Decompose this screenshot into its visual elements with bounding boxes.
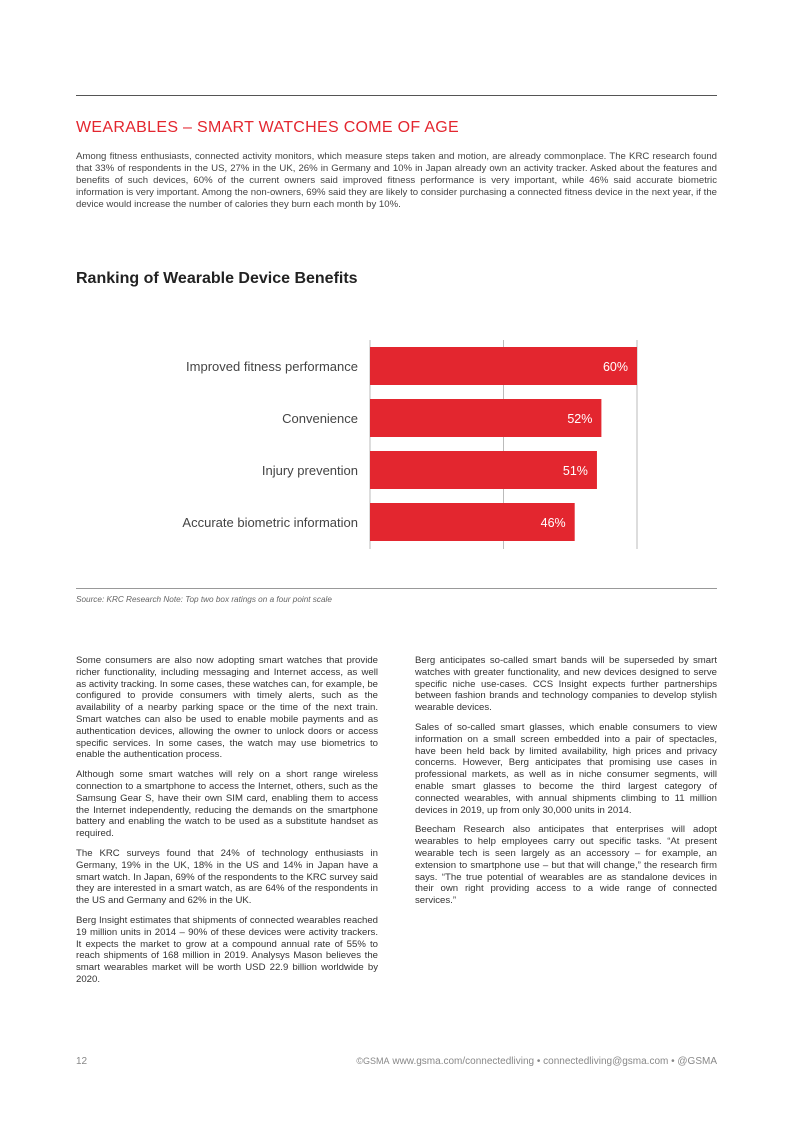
category-label: Convenience	[282, 411, 358, 426]
chart-title: Ranking of Wearable Device Benefits	[76, 270, 358, 287]
left-text-column	[76, 655, 378, 994]
category-label: Injury prevention	[261, 463, 358, 478]
category-label: Improved fitness performance	[186, 359, 358, 374]
page-number: 12	[76, 1056, 88, 1067]
body-paragraph: Some consumers are also now adopting smart watches that provide richer functionality, including messaging and Internet access, as well as activity tracking. In some cases, these watches can, for example, be configured to provide consumers with timely alerts, such as the availability of a nearby parking space or the time of the next train. Smart watches can also be used to enable mobile payments and as authentication devices, allowing the owner to unlock doors or access specific services. In some cases, the watch may use biometrics to enable the authentication process.	[76, 655, 378, 761]
right-text-column	[415, 655, 717, 915]
category-label: Accurate biometric information	[182, 515, 358, 530]
data-label: 51%	[562, 464, 588, 478]
body-paragraph: The KRC surveys found that 24% of technology enthusiasts in Germany, 19% in the UK, 18% in the US and 14% in Japan have a smart watch. In Japan, 69% of the respondents to the KRC survey said they are interested in a smart watch, as are 64% of the respondents in the US and Germany and 62% in the UK.	[76, 847, 378, 907]
gsma-brand: ©GSMA	[356, 1056, 390, 1066]
footer-contact-links: www.gsma.com/connectedliving • connectedliving@gsma.com • @GSMA	[392, 1056, 717, 1067]
bar-chart	[0, 330, 793, 555]
body-paragraph: Beecham Research also anticipates that enterprises will adopt wearables to help employees carry out specific tasks. “At present wearable tech is seen largely as an accessory – for example, an extension to smartphone use – but that will change,” the research firm says. “The true potential of wearables are as standalone devices in their own right providing access to a wide range of connected services.”	[415, 824, 717, 907]
chart-bottom-divider	[76, 588, 717, 589]
section-title: WEARABLES – SMART WATCHES COME OF AGE	[76, 119, 460, 136]
data-label: 52%	[567, 412, 593, 426]
bar	[370, 347, 637, 385]
top-divider	[76, 95, 717, 96]
chart-source-note: Source: KRC Research Note: Top two box ratings on a four point scale	[76, 595, 332, 604]
body-paragraph: Although some smart watches will rely on a short range wireless connection to a smartphone to access the Internet, others, such as the Samsung Gear S, have their own SIM card, enabling them to access the Internet independently, reducing the demands on the smartphone battery and enabling the watch to be used as a substitute handset as required.	[76, 769, 378, 840]
intro-paragraph: Among fitness enthusiasts, connected activity monitors, which measure steps taken and motion, are already commonplace. The KRC research found that 33% of respondents in the US, 27% in the UK, 26% in Germany and 10% in Japan already own an activity tracker. Asked about the features and benefits of such devices, 60% of the current owners said improved fitness performance is very important, while 46% said accurate biometric information is very important. Among the non-owners, 69% said they are likely to consider purchasing a connected fitness device in the next year, if the device would increase the number of calories they burn each month by 10%.	[76, 151, 717, 211]
data-label: 46%	[540, 516, 566, 530]
body-paragraph: Berg anticipates so-called smart bands will be superseded by smart watches with greater functionality, and new devices designed to serve specific niche use-cases. CCS Insight expects further partnerships between fashion brands and technology companies to develop stylish wearable devices.	[415, 655, 717, 714]
body-paragraph: Berg Insight estimates that shipments of connected wearables reached 19 million units in 2014 – 90% of these devices were activity trackers. It expects the market to grow at a compound annual rate of 55% to reach shipments of 168 million in 2019. Analysys Mason believes the smart wearables market will be worth USD 22.9 billion worldwide by 2020.	[76, 914, 378, 985]
data-label: 60%	[602, 360, 628, 374]
body-paragraph: Sales of so-called smart glasses, which enable consumers to view information on a small screen embedded into a pair of spectacles, have been held back by limited availability, high prices and privacy concerns. However, Berg anticipates that promising use cases in professional markets, as well as in niche consumer segments, will enable smart glasses to become the third largest category of connected wearables, with annual shipments climbing to 11 million devices in 2019, up from only 30,000 units in 2014.	[415, 721, 717, 816]
footer-links	[356, 1056, 717, 1067]
